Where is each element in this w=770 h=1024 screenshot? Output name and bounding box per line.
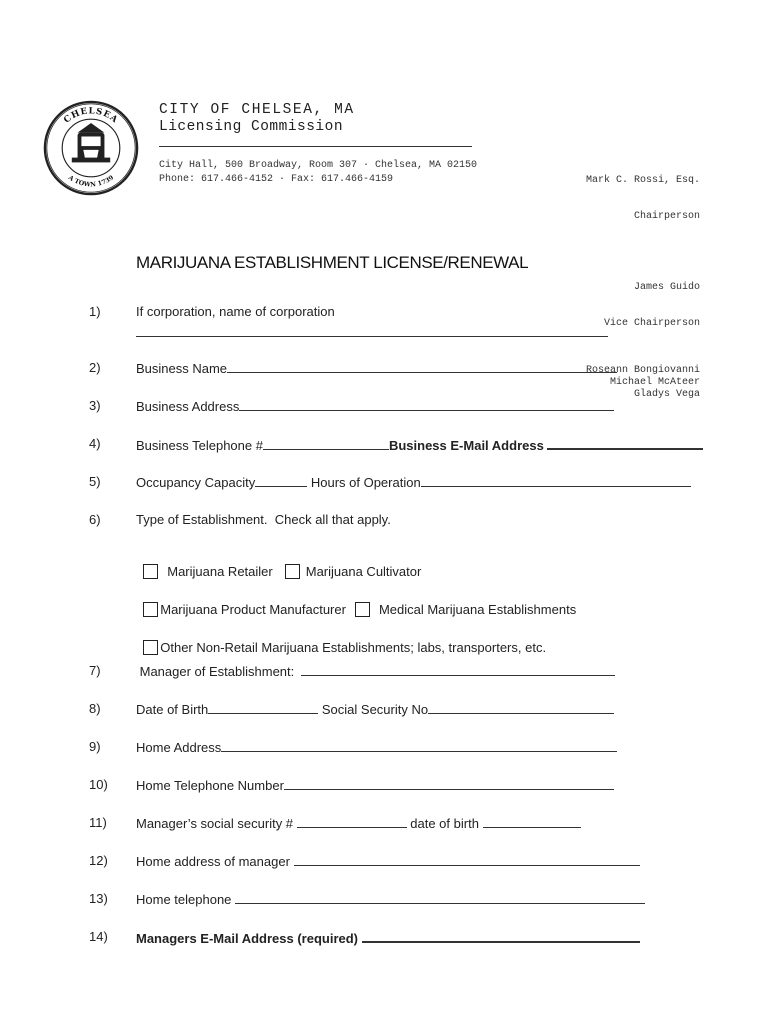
question-label: Home Address (136, 740, 222, 755)
header-subtitle: Licensing Commission (159, 119, 344, 135)
manager-home-telephone-field[interactable] (235, 891, 645, 904)
question-number: 1) (89, 304, 101, 319)
form-title: MARIJUANA ESTABLISHMENT LICENSE/RENEWAL (136, 253, 529, 272)
question-number: 10) (89, 777, 108, 792)
question-number: 12) (89, 853, 108, 868)
question-label-dob: date of birth (406, 816, 483, 831)
checkbox-row-3 (136, 625, 546, 655)
question-label: Business Name (136, 361, 228, 376)
header-divider (159, 146, 472, 147)
city-seal (43, 100, 139, 196)
question-label-hours: Hours of Operation (307, 475, 421, 490)
checkbox-other[interactable] (143, 640, 158, 655)
svg-text:CHELSEA (62, 106, 120, 125)
header-address (159, 159, 477, 187)
official-chair (586, 151, 700, 247)
question-number: 11) (89, 815, 107, 830)
official-role: Chairperson (633, 211, 700, 222)
question-number: 13) (89, 891, 108, 906)
checkbox-manufacturer[interactable] (143, 602, 158, 617)
official-name: Mark C. Rossi, Esq. (585, 175, 700, 186)
business-telephone-field[interactable] (263, 437, 389, 450)
checkbox-row-1 (136, 549, 421, 579)
question-number: 14) (89, 929, 108, 944)
hours-of-operation-field[interactable] (421, 474, 691, 487)
question-number: 2) (89, 360, 101, 375)
manager-name-field[interactable] (301, 663, 615, 676)
checkbox-row-2 (136, 587, 576, 617)
address-text: City Hall, 500 Broadway, Room 307 · Chelsea, MA 02150 (159, 160, 478, 171)
social-security-field[interactable] (428, 701, 614, 714)
question-number: 5) (89, 474, 101, 489)
checkbox-medical[interactable] (355, 602, 370, 617)
seal-ring-top: CHELSEA (62, 106, 120, 126)
manager-email-field[interactable] (362, 929, 640, 943)
question-number: 8) (89, 701, 101, 716)
question-label: Occupancy Capacity (136, 475, 256, 490)
checkbox-cultivator[interactable] (285, 564, 300, 579)
checkbox-label: Other Non-Retail Marijuana Establishments; labs, transporters, etc. (160, 640, 547, 655)
official-name: James Guido (633, 282, 700, 293)
official-role: Vice Chairperson (603, 318, 700, 329)
occupancy-capacity-field[interactable] (255, 474, 307, 487)
svg-text:A TOWN 1739 (66, 174, 115, 189)
question-label: Home telephone (136, 892, 236, 907)
question-label: Type of Establishment. Check all that apply. (136, 512, 391, 527)
question-label: If corporation, name of corporation (136, 304, 335, 319)
official-vice-chair (586, 258, 700, 354)
question-number: 9) (89, 739, 101, 754)
question-label: Manager’s social security # (136, 816, 297, 831)
official-member: Michael McAteer (609, 377, 700, 388)
seal-ring-bottom: A TOWN 1739 (66, 174, 116, 189)
manager-home-address-field[interactable] (294, 853, 640, 866)
question-label: Home address of manager (136, 854, 294, 869)
question-number: 3) (89, 398, 101, 413)
header-title: CITY OF CHELSEA, MA (159, 102, 355, 118)
official-member: Roseann Bongiovanni (585, 365, 700, 376)
corporation-name-field[interactable] (136, 336, 608, 337)
business-email-field[interactable] (547, 436, 703, 450)
question-label-ssn: Social Security No (318, 702, 429, 717)
question-number: 6) (89, 512, 101, 527)
question-label: Manager of Establishment: (136, 664, 302, 679)
checkbox-retailer[interactable] (143, 564, 158, 579)
business-address-field[interactable] (239, 398, 614, 411)
question-label: Business Telephone # (136, 438, 263, 453)
manager-ssn-field[interactable] (297, 815, 407, 828)
official-member: Gladys Vega (633, 389, 700, 400)
question-label: Home Telephone Number (136, 778, 284, 793)
checkbox-label: Medical Marijuana Establishments (378, 602, 577, 617)
manager-dob-field[interactable] (483, 815, 581, 828)
question-label: Date of Birth (136, 702, 209, 717)
home-telephone-field[interactable] (284, 777, 614, 790)
checkbox-label: Marijuana Product Manufacturer (160, 602, 346, 617)
phone-text: Phone: 617.466-4152 · Fax: 617.466-4159 (159, 174, 394, 185)
checkbox-label: Marijuana Retailer (167, 564, 273, 579)
business-name-field[interactable] (227, 360, 617, 373)
home-address-field[interactable] (221, 739, 617, 752)
question-number: 7) (89, 663, 101, 678)
question-number: 4) (89, 436, 101, 451)
checkbox-label: Marijuana Cultivator (305, 564, 422, 579)
question-label: Managers E-Mail Address (required) (136, 931, 362, 946)
question-label-email: Business E-Mail Address (388, 438, 548, 453)
question-label: Business Address (136, 399, 240, 414)
date-of-birth-field[interactable] (208, 701, 318, 714)
